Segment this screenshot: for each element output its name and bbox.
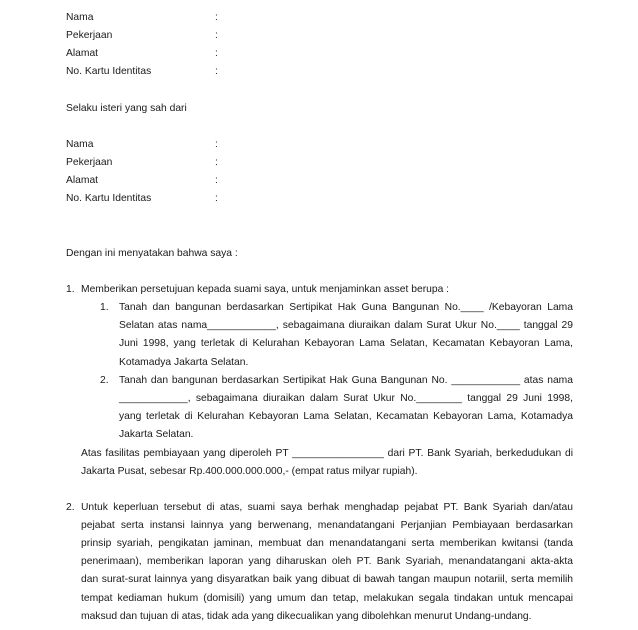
point-2-line: prinsip syariah, pengikatan jaminan, membuat dan menandatangani serta memberikan kwitansi (tanda bbox=[81, 538, 573, 549]
point-2-line: Untuk keperluan tersebut di atas, suami saya berhak menghadap pejabat PT. Bank Syariah dan/atau bbox=[81, 502, 573, 513]
asset-1-number: 1. bbox=[100, 302, 109, 313]
point-2-line: dan surat-surat lainnya yang disyaratkan baik yang dibuat di bawah tangan maupun notariil, serta memilih bbox=[81, 574, 573, 585]
field-colon: : bbox=[215, 30, 218, 41]
point-1-number: 1. bbox=[66, 284, 75, 295]
asset-1-line: Tanah dan bangunan berdasarkan Sertipikat Hak Guna Bangunan No.____ /Kebayoran Lama bbox=[119, 302, 573, 313]
field-colon: : bbox=[215, 157, 218, 168]
asset-2-line: yang terletak di Kelurahan Kebayoran Lama Selatan, Kecamatan Kebayoran Lama, Kotamadya bbox=[119, 411, 573, 422]
asset-2-line: Jakarta Selatan. bbox=[119, 429, 194, 440]
statement-intro: Dengan ini menyatakan bahwa saya : bbox=[66, 248, 238, 259]
field-label-name: Nama bbox=[66, 12, 94, 23]
spouse-intro: Selaku isteri yang sah dari bbox=[66, 103, 187, 114]
field-label-address: Alamat bbox=[66, 175, 99, 186]
facility-line: Atas fasilitas pembiayaan yang diperoleh PT ________________ dari PT. Bank Syariah, berkedudukan di bbox=[81, 448, 573, 459]
asset-2-line: Tanah dan bangunan berdasarkan Sertipikat Hak Guna Bangunan No. ____________ atas nama bbox=[119, 375, 573, 386]
field-colon: : bbox=[215, 48, 218, 59]
field-label-id-card: No. Kartu Identitas bbox=[66, 66, 152, 77]
point-2-number: 2. bbox=[66, 502, 75, 513]
field-label-occupation: Pekerjaan bbox=[66, 157, 113, 168]
asset-1-line: Selatan atas nama____________, sebagaimana diuraikan dalam Surat Ukur No.____ tanggal 29 bbox=[119, 320, 573, 331]
field-label-occupation: Pekerjaan bbox=[66, 30, 113, 41]
field-label-id-card: No. Kartu Identitas bbox=[66, 193, 152, 204]
point-2-line: tempat kediaman hukum (domisili) yang umum dan tetap, melakukan segala tindakan untuk mencapai bbox=[81, 593, 573, 604]
asset-2-number: 2. bbox=[100, 375, 109, 386]
field-label-address: Alamat bbox=[66, 48, 99, 59]
field-label-name: Nama bbox=[66, 139, 94, 150]
point-2-line: penerimaan), memberikan laporan yang diharuskan oleh PT. Bank Syariah, menandatangani akta-akta bbox=[81, 556, 573, 567]
field-colon: : bbox=[215, 139, 218, 150]
asset-1-line: Kotamadya Jakarta Selatan. bbox=[119, 357, 249, 368]
point-2-line: pejabat serta instansi lainnya yang berwenang, menandatangani Perjanjian Pembiayaan berdasarkan bbox=[81, 520, 573, 531]
point-1-text: Memberikan persetujuan kepada suami saya, untuk menjaminkan asset berupa : bbox=[81, 284, 450, 295]
asset-2-line: ____________, sebagaimana diuraikan dalam Surat Ukur No.________ tanggal 29 Juni 1998, bbox=[119, 393, 573, 404]
asset-1-line: Juni 1998, yang terletak di Kelurahan Kebayoran Lama Selatan, Kecamatan Kebayoran Lama, bbox=[119, 338, 573, 349]
field-colon: : bbox=[215, 12, 218, 23]
point-2-line: maksud dan tujuan di atas, tidak ada yang dikecualikan yang dibolehkan menurut Undang-undang. bbox=[81, 611, 532, 622]
facility-line: Jakarta Pusat, sebesar Rp.400.000.000.000,- (empat ratus milyar rupiah). bbox=[81, 466, 418, 477]
field-colon: : bbox=[215, 66, 218, 77]
field-colon: : bbox=[215, 193, 218, 204]
field-colon: : bbox=[215, 175, 218, 186]
